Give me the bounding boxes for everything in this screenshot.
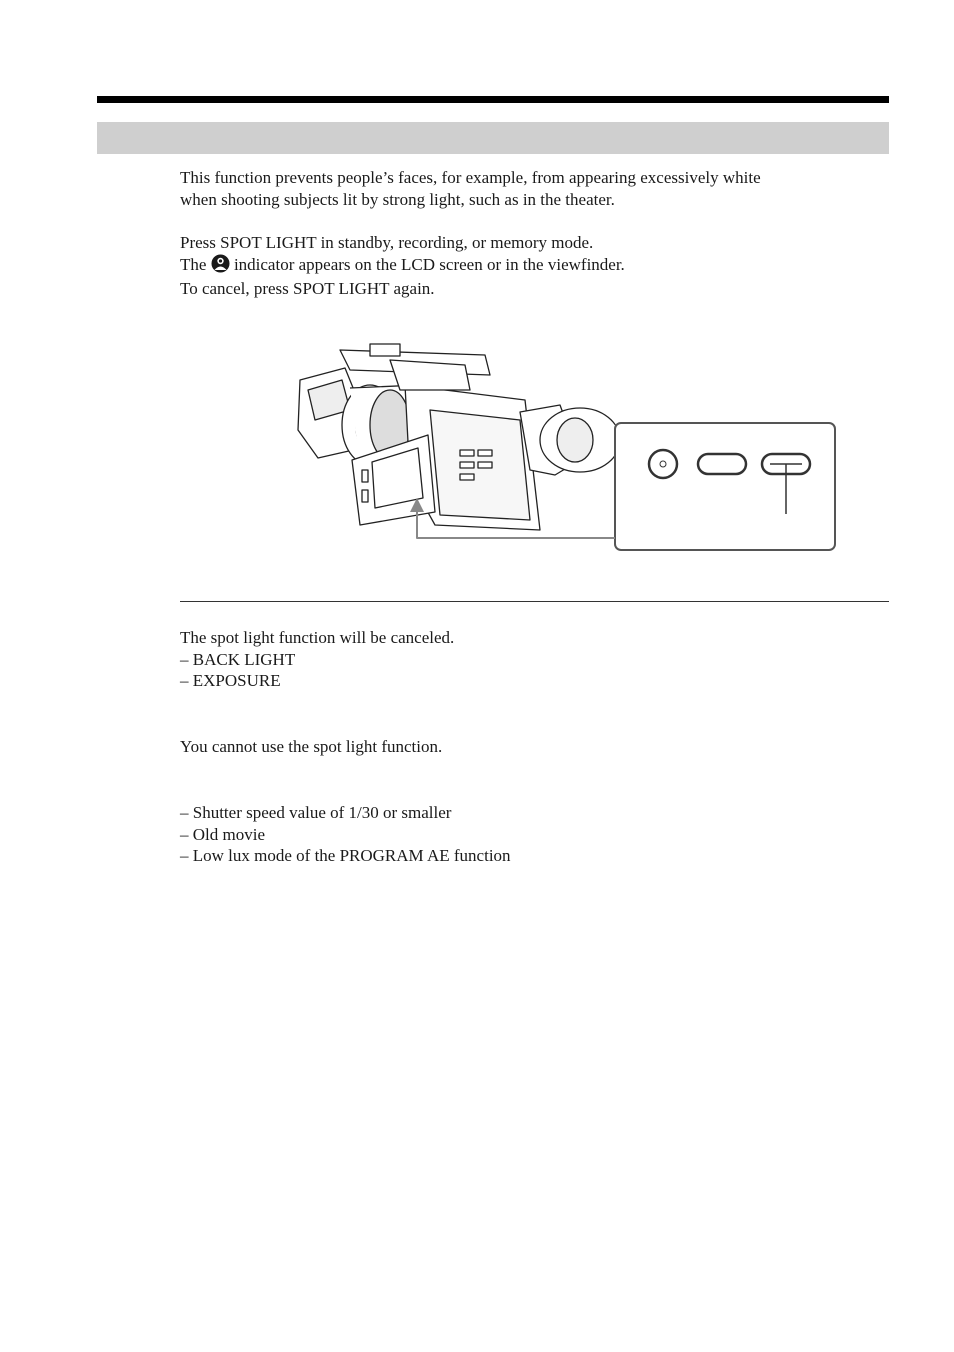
step-line-2-prefix: The [180,254,207,274]
step-line-3: To cancel, press SPOT LIGHT again. [180,279,435,298]
list-item: – Shutter speed value of 1/30 or smaller [180,803,452,822]
camcorder-illustration [290,330,840,555]
note-cannot-use-line: You cannot use the spot light function. [180,737,443,756]
list-item: – BACK LIGHT [180,649,296,669]
note-canceled-line: The spot light function will be canceled. [180,628,455,647]
header-rule [97,96,889,103]
note-cannot-use [180,736,442,758]
section-divider [180,601,889,602]
list-item: – Old movie [180,824,265,844]
intro-line-2: when shooting subjects lit by strong light, such as in the theater. [180,189,615,209]
note-canceled [180,627,454,692]
list-item: – Low lux mode of the PROGRAM AE function [180,846,511,865]
note-conditions [180,802,511,867]
step-line-1: Press SPOT LIGHT in standby, recording, or memory mode. [180,233,594,252]
section-title-band [97,122,889,154]
step-line-2 [180,254,625,279]
instructions [180,232,625,300]
intro-line-1: This function prevents people’s faces, for example, from appearing excessively white [180,168,761,187]
list-item: – EXPOSURE [180,671,281,690]
step-line-2-suffix: indicator appears on the LCD screen or in the viewfinder. [233,254,625,274]
spot-light-indicator-icon [211,254,230,279]
intro-paragraph [180,167,761,210]
